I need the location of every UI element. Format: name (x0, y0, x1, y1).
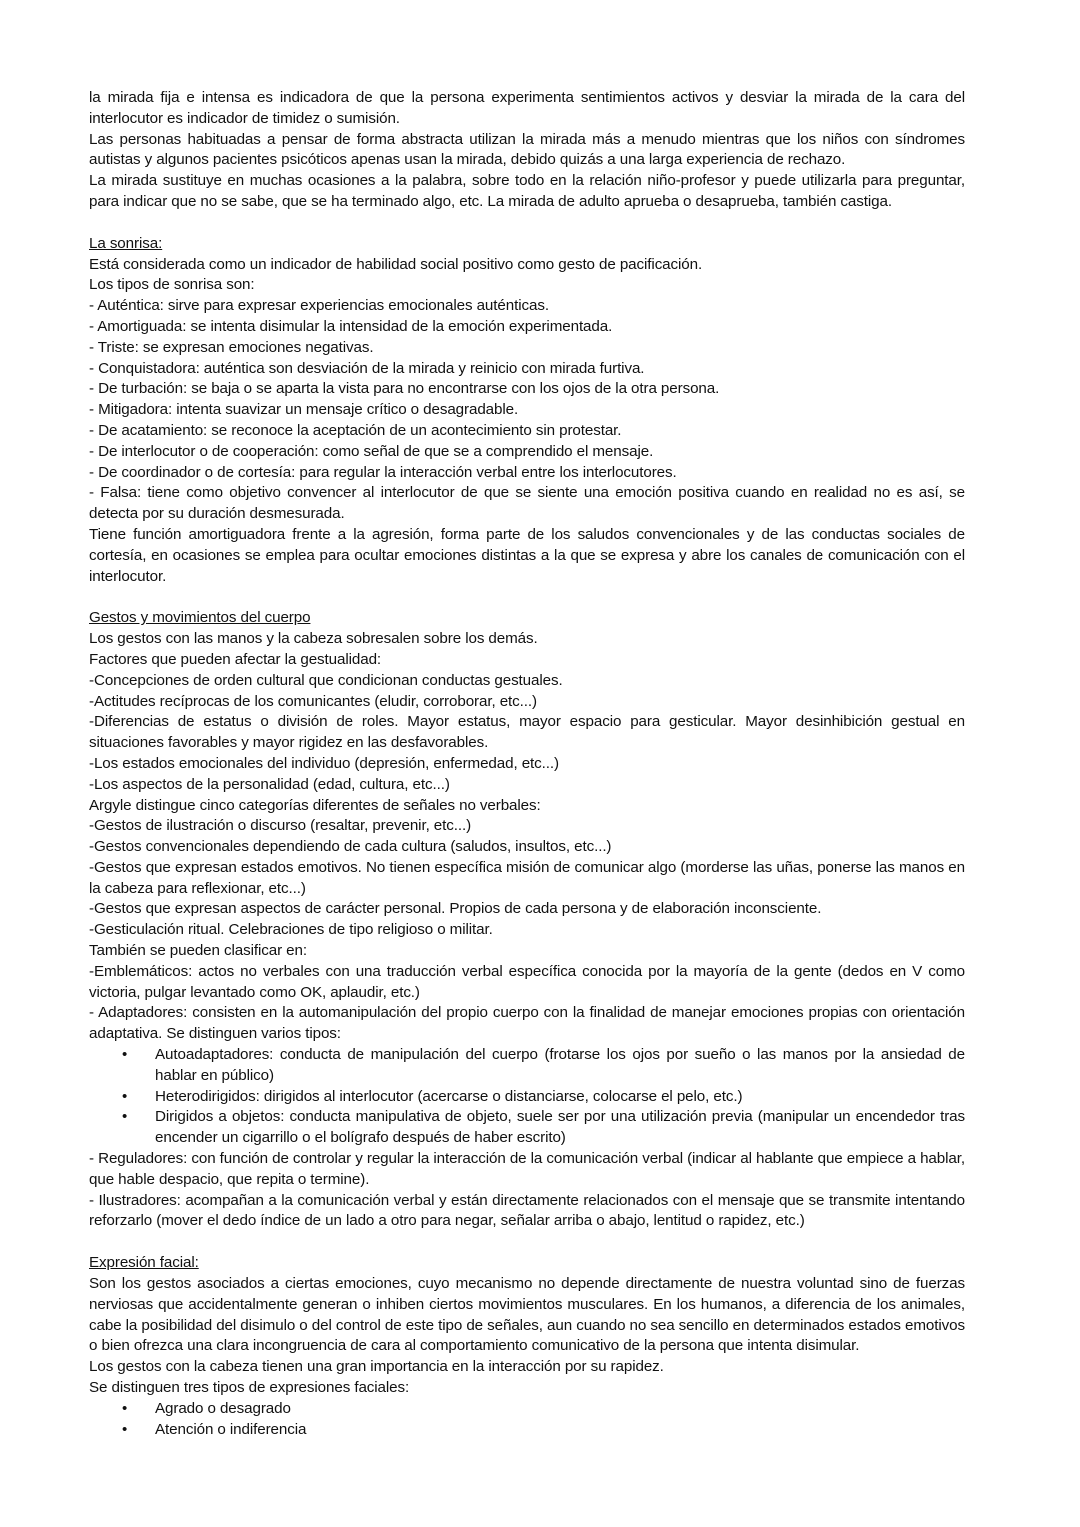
text-line: - Mitigadora: intenta suavizar un mensaje crítico o desagradable. (89, 401, 519, 419)
text-line: Se distinguen tres tipos de expresiones faciales: (89, 1379, 410, 1397)
paragraph: Las personas habituadas a pensar de forma abstracta utilizan la mirada más a menudo mientras que los niños con síndromes autistas y algunos pacientes psicóticos apenas usan la mirada, debido quizás a una larga experiencia de rechazo. (89, 130, 965, 169)
text-line: -Diferencias de estatus o división de roles. Mayor estatus, mayor espacio para gesticular. Mayor desinhibición gestual en situaciones favorables y mayor rigidez en las desfavorables. (89, 713, 965, 752)
text-line: -Los aspectos de la personalidad (edad, cultura, etc...) (89, 775, 450, 793)
text-line: - Falsa: tiene como objetivo convencer al interlocutor de que se siente una emoción positiva cuando en realidad no es así, se detecta por su duración desmesurada. (89, 484, 965, 523)
text-line: -Gesticulación ritual. Celebraciones de tipo religioso o militar. (89, 921, 493, 939)
text-line: -Gestos convencionales dependiendo de cada cultura (saludos, insultos, etc...) (89, 838, 612, 856)
list-item (122, 1045, 965, 1087)
section-heading: Expresión facial: (89, 1254, 199, 1272)
bullet-icon: • (122, 1399, 128, 1417)
list-item-text: Heterodirigidos: dirigidos al interlocutor (acercarse o distanciarse, colocarse el pelo, etc.) (155, 1087, 743, 1105)
text-line: -Emblemáticos: actos no verbales con una traducción verbal específica conocida por la mayoría de la gente (dedos en V como victoria, pulgar levantado como OK, aplaudir, etc.) (89, 962, 965, 1001)
text-line: - De interlocutor o de cooperación: como señal de que se a comprendido el mensaje. (89, 442, 654, 460)
text-line: - Conquistadora: auténtica son desviación de la mirada y reinicio con mirada furtiva. (89, 359, 645, 377)
list-item (122, 1107, 965, 1149)
text-line: - Amortiguada: se intenta disimular la intensidad de la emoción experimentada. (89, 317, 613, 335)
list-item-text: Agrado o desagrado (155, 1399, 291, 1417)
text-line: -Gestos que expresan estados emotivos. No tienen específica misión de comunicar algo (morderse las uñas, ponerse las manos en la cabeza para reflexionar, etc...) (89, 858, 965, 897)
text-line: - Reguladores: con función de controlar y regular la interacción de la comunicación verbal (indicar al hablante que empiece a hablar, que hable despacio, que repita o termine). (89, 1150, 965, 1188)
section-expresion-facial (89, 1253, 965, 1440)
text-line: - De acatamiento: se reconoce la aceptación de un acontecimiento sin protestar. (89, 421, 622, 439)
section-heading: Gestos y movimientos del cuerpo (89, 609, 311, 627)
list-item-text: Autoadaptadores: conducta de manipulación del cuerpo (frotarse los ojos por sueño o las manos por la ansiedad de hablar en público) (155, 1046, 965, 1084)
text-line: -Concepciones de orden cultural que condicionan conductas gestuales. (89, 671, 563, 689)
bullet-icon: • (122, 1046, 128, 1064)
list-item (122, 1399, 965, 1420)
bullet-icon: • (122, 1420, 128, 1438)
text-line: - Auténtica: sirve para expresar experiencias emocionales auténticas. (89, 297, 549, 315)
text-line: -Actitudes recíprocas de los comunicantes (eludir, corroborar, etc...) (89, 692, 537, 710)
section-sonrisa (89, 234, 965, 588)
text-line: Son los gestos asociados a ciertas emociones, cuyo mecanismo no depende directamente de nuestra voluntad sino de fuerzas nerviosas que accidentalmente generan o inhiben ciertos movimientos musculares. En los humanos, a diferencia de los animales, cabe la posibilidad del disimulo o del control de este tipo de señales, aun cuando no sea sencillo en determinados estados emotivos o bien ofrezca una clara incongruencia de cara al comportamiento comunicativo de la persona que intenta disimular. (89, 1275, 965, 1355)
text-line: - Ilustradores: acompañan a la comunicación verbal y están directamente relacionados con el mensaje que se transmite intentando reforzarlo (mover el dedo índice de un lado a otro para negar, señalar arriba o abajo, lentitud o rapidez, etc.) (89, 1191, 965, 1230)
list-item-text: Atención o indiferencia (155, 1420, 307, 1438)
text-line: - Adaptadores: consisten en la automanipulación del propio cuerpo con la finalidad de manejar emociones propias con orientación adaptativa. Se distinguen varios tipos: (89, 1004, 965, 1043)
section-heading: La sonrisa: (89, 234, 163, 252)
text-line: Argyle distingue cinco categorías diferentes de señales no verbales: (89, 796, 541, 814)
text-line: También se pueden clasificar en: (89, 942, 307, 960)
text-line: Factores que pueden afectar la gestualidad: (89, 650, 382, 668)
text-line: - De coordinador o de cortesía: para regular la interacción verbal entre los interlocutores. (89, 463, 677, 481)
text-line: -Gestos de ilustración o discurso (resaltar, prevenir, etc...) (89, 817, 472, 835)
text-line: -Gestos que expresan aspectos de carácter personal. Propios de cada persona y de elaboración inconsciente. (89, 900, 822, 918)
bullet-icon: • (122, 1087, 128, 1105)
section-gestos (89, 608, 965, 1232)
text-line: - De turbación: se baja o se aparta la vista para no encontrarse con los ojos de la otra persona. (89, 380, 720, 398)
bullet-list (89, 1399, 965, 1441)
list-item (122, 1087, 965, 1108)
text-line: Los gestos con la cabeza tienen una gran importancia en la interacción por su rapidez. (89, 1358, 664, 1376)
paragraph: La mirada sustituye en muchas ocasiones a la palabra, sobre todo en la relación niño-profesor y puede utilizarla para preguntar, para indicar que no se sabe, que se ha terminado algo, etc. La mirada de adulto aprueba o desaprueba, también castiga. (89, 172, 965, 210)
text-line: Está considerada como un indicador de habilidad social positivo como gesto de pacificación. (89, 255, 703, 273)
text-line: Los tipos de sonrisa son: (89, 276, 255, 294)
bullet-list (89, 1045, 965, 1149)
text-line: -Los estados emocionales del individuo (depresión, enfermedad, etc...) (89, 754, 559, 772)
bullet-icon: • (122, 1108, 128, 1126)
text-line: - Triste: se expresan emociones negativas. (89, 338, 374, 356)
text-line: Los gestos con las manos y la cabeza sobresalen sobre los demás. (89, 630, 538, 648)
intro-section (89, 88, 965, 213)
paragraph: la mirada fija e intensa es indicadora de que la persona experimenta sentimientos activos y desviar la mirada de la cara del interlocutor es indicador de timidez o sumisión. (89, 89, 965, 127)
document-page (89, 88, 965, 1440)
list-item (122, 1420, 965, 1441)
list-item-text: Dirigidos a objetos: conducta manipulativa de objeto, suele ser por una utilización previa (manipular un encendedor tras encender un cigarrillo o el bolígrafo después de haber escrito) (155, 1108, 965, 1147)
text-line: Tiene función amortiguadora frente a la agresión, forma parte de los saludos convencionales y de las conductas sociales de cortesía, en ocasiones se emplea para ocultar emociones distintas a la que se expresa y abre los canales de comunicación con el interlocutor. (89, 525, 965, 585)
